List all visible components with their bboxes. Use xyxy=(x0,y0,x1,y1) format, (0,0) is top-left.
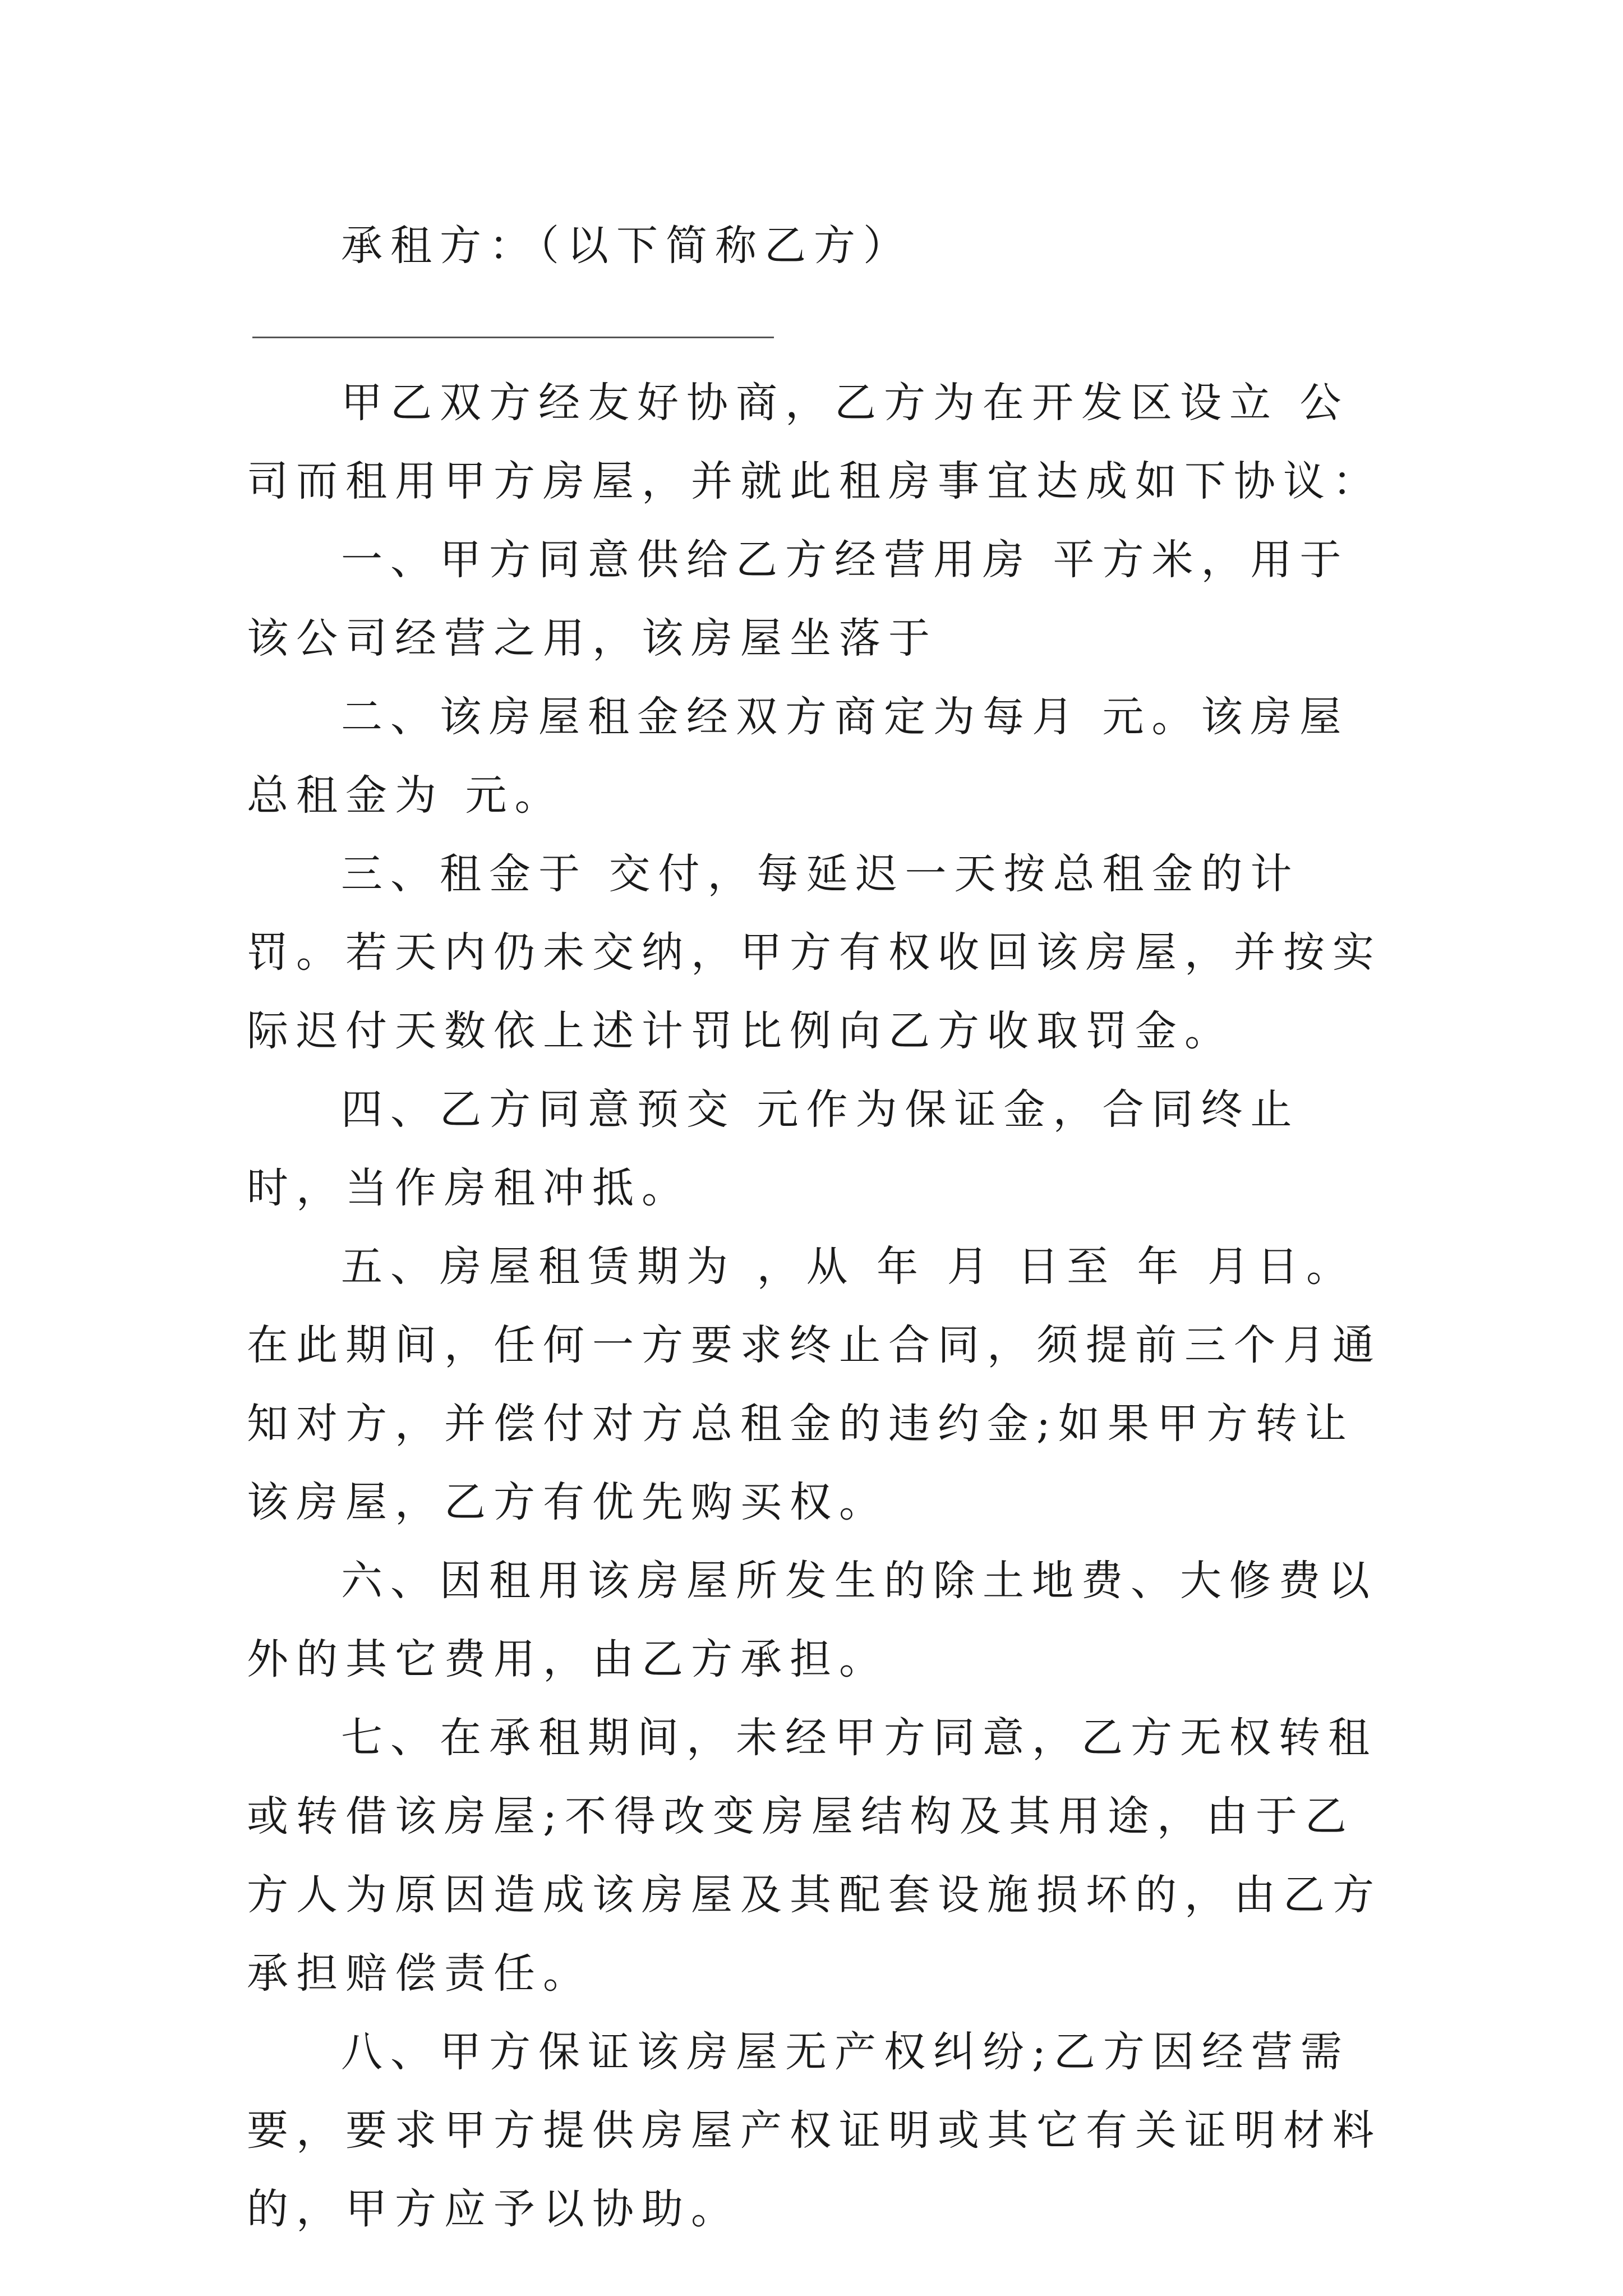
clause-2: 二、该房屋租金经双方商定为每月 元。该房屋总租金为 元。 xyxy=(247,693,1349,820)
tenant-line xyxy=(247,206,1391,364)
tenant-name-blank xyxy=(252,337,774,338)
clause-1: 一、甲方同意供给乙方经营用房 平方米，用于该公司经营之用，该房屋坐落于 xyxy=(247,536,1349,662)
clause-5: 五、房屋租赁期为 ，从 年 月 日至 年 月日。在此期间，任何一方要求终止合同，须提前三个月通知对方，并偿付对方总租金的违约金;如果甲方转让该房屋，乙方有优先购买权。 xyxy=(247,1243,1382,1526)
clause-3: 三、租金于 交付，每延迟一天按总租金的计罚。若天内仍未交纳，甲方有权收回该房屋，并按实际迟付天数依上述计罚比例向乙方收取罚金。 xyxy=(247,850,1382,1055)
clause-6: 六、因租用该房屋所发生的除土地费、大修费以外的其它费用，由乙方承担。 xyxy=(247,1557,1377,1683)
intro-paragraph: 甲乙双方经友好协商，乙方为在开发区设立 公司而租用甲方房屋，并就此租房事宜达成如下协议： xyxy=(247,379,1382,505)
clause-4: 四、乙方同意预交 元作为保证金，合同终止时，当作房租冲抵。 xyxy=(247,1085,1300,1212)
clause-7: 七、在承租期间，未经甲方同意，乙方无权转租或转借该房屋;不得改变房屋结构及其用途，由于乙方人为原因造成该房屋及其配套设施损坏的，由乙方承担赔偿责任。 xyxy=(247,1714,1382,1998)
tenant-label: 承租方：（以下简称乙方） xyxy=(341,222,912,270)
document-body xyxy=(247,206,1391,2248)
clause-8: 八、甲方保证该房屋无产权纠纷;乙方因经营需要，要求甲方提供房屋产权证明或其它有关证明材料的，甲方应予以协助。 xyxy=(247,2028,1382,2233)
